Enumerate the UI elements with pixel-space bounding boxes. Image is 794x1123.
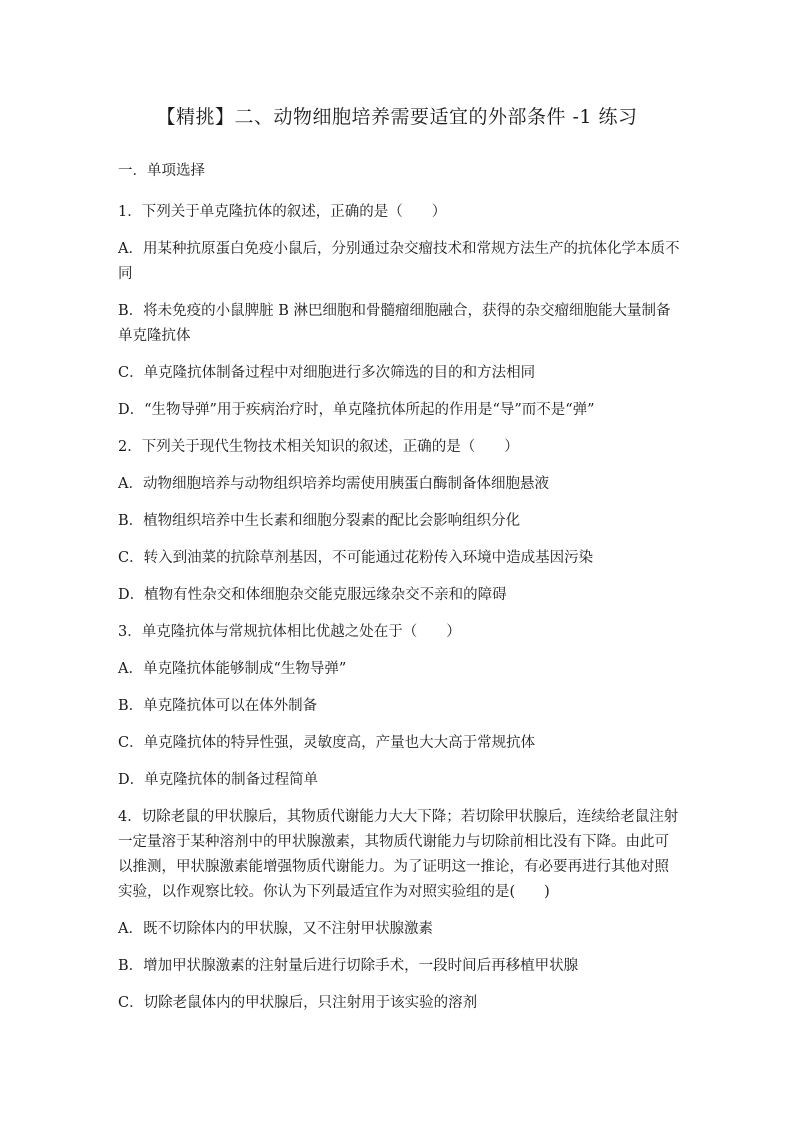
option-d: D．植物有性杂交和体细胞杂交能克服远缘杂交不亲和的障碍 bbox=[118, 587, 507, 603]
document-title: 【精挑】二、动物细胞培养需要适宜的外部条件 -1 练习 bbox=[156, 106, 638, 128]
option-a: A．用某种抗原蛋白免疫小鼠后，分别通过杂交瘤技术和常规方法生产的抗体化学本质不同 bbox=[118, 241, 680, 282]
question-stem: 1．下列关于单克隆抗体的叙述，正确的是（ ） bbox=[118, 204, 447, 220]
option-c: C．转入到油菜的抗除草剂基因，不可能通过花粉传入环境中造成基因污染 bbox=[118, 550, 594, 566]
option-a: A．单克隆抗体能够制成“生物导弹” bbox=[118, 661, 347, 677]
option-c: C．单克隆抗体的特异性强，灵敏度高，产量也大大高于常规抗体 bbox=[118, 735, 536, 751]
option-a: A．既不切除体内的甲状腺，又不注射甲状腺激素 bbox=[118, 921, 433, 937]
option-d: D．“生物导弹”用于疾病治疗时，单克隆抗体所起的作用是“导”而不是“弹” bbox=[118, 402, 595, 418]
option-d: D．单克隆抗体的制备过程简单 bbox=[118, 772, 319, 788]
option-b: B．增加甲状腺激素的注射量后进行切除手术，一段时间后再移植甲状腺 bbox=[118, 958, 579, 974]
question-3 bbox=[118, 620, 683, 793]
option-b: B．将未免疫的小鼠脾脏 B 淋巴细胞和骨髓瘤细胞融合，获得的杂交瘤细胞能大量制备单克隆抗体 bbox=[118, 303, 671, 344]
section-heading: 一．单项选择 bbox=[118, 163, 205, 179]
option-a: A．动物细胞培养与动物组织培养均需使用胰蛋白酶制备体细胞悬液 bbox=[118, 476, 549, 492]
question-1 bbox=[118, 200, 683, 423]
document-content bbox=[118, 158, 683, 1028]
question-stem: 4．切除老鼠的甲状腺后，其物质代谢能力大大下降；若切除甲状腺后，连续给老鼠注射一定量溶于某种溶剂中的甲状腺激素，其物质代谢能力与切除前相比没有下降。由此可以推测，甲状腺激素能增强物质代谢能力。为了证明这一推论，有必要再进行其他对照实验，以作观察比较。你认为下列最适宜作为对照实验组的是( ) bbox=[118, 809, 679, 900]
question-4 bbox=[118, 805, 683, 1016]
question-stem: 3．单克隆抗体与常规抗体相比优越之处在于（ ） bbox=[118, 624, 461, 640]
option-b: B．单克隆抗体可以在体外制备 bbox=[118, 698, 318, 714]
option-c: C．单克隆抗体制备过程中对细胞进行多次筛选的目的和方法相同 bbox=[118, 365, 536, 381]
question-2 bbox=[118, 435, 683, 608]
option-c: C．切除老鼠体内的甲状腺后，只注射用于该实验的溶剂 bbox=[118, 995, 478, 1011]
question-stem: 2．下列关于现代生物技术相关知识的叙述，正确的是（ ） bbox=[118, 439, 519, 455]
option-b: B．植物组织培养中生长素和细胞分裂素的配比会影响组织分化 bbox=[118, 513, 521, 529]
